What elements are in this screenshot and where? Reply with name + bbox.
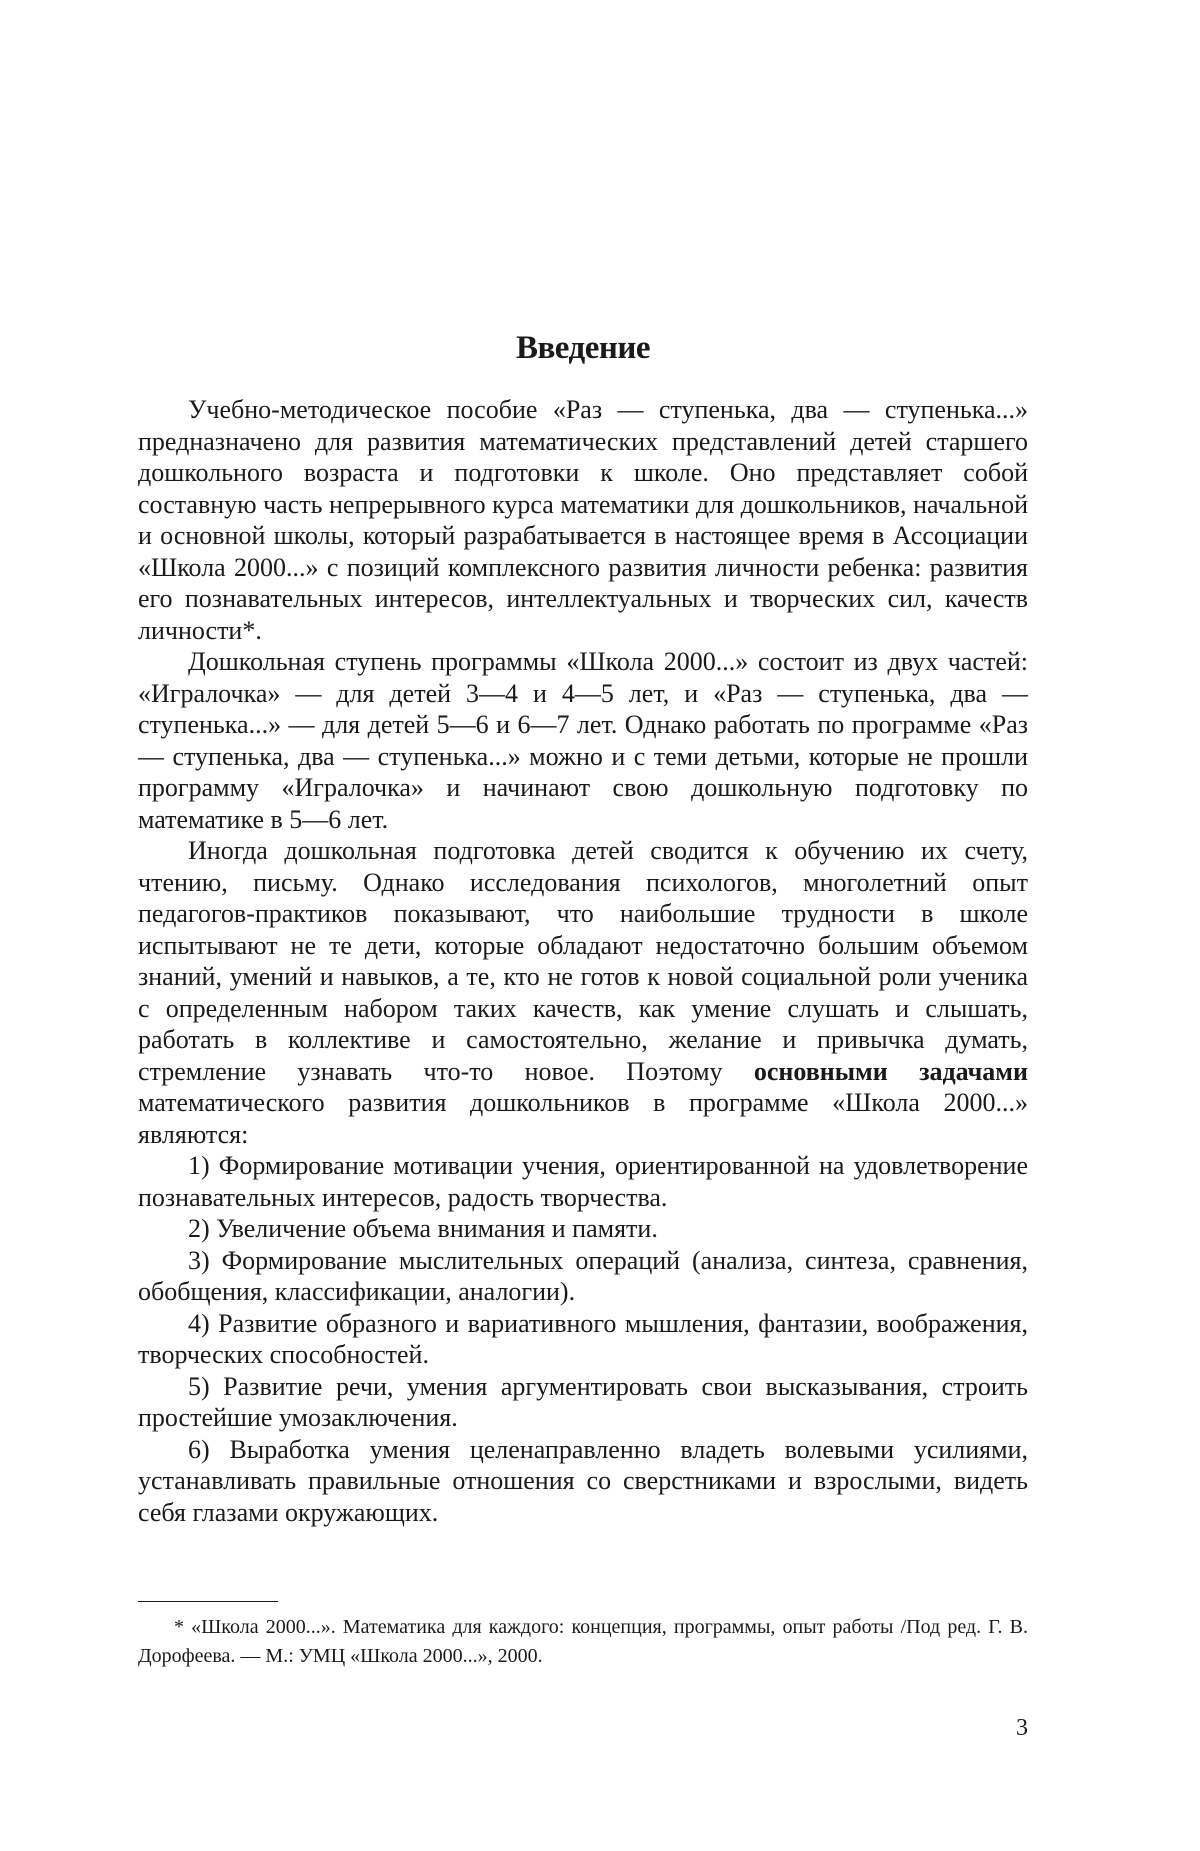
intro-paragraph: Учебно-методическое пособие «Раз — ступенька, два — ступенька...» предназначено для развития математических представлений детей старшего дошкольного возраста и подготовки к школе. Оно представляет собой составную часть непрерывного курса математики для дошкольников, начальной и основной школы, который разрабатывается в настоящее время в Ассоциации «Школа 2000...» с позиций комплексного развития личности ребенка: развития его познавательных интересов, интеллектуальных и творческих сил, качеств личности*. — [138, 395, 1028, 645]
footnote: * «Школа 2000...». Математика для каждого: концепция, программы, опыт работы /Под ред. Г. В. Дорофеева. — М.: УМЦ «Школа 2000...», 2000. — [138, 1616, 1028, 1667]
main-tasks-text-before: Иногда дошкольная подготовка детей сводится к обучению их счету, чтению, письму. Однако исследования психологов, многолетний опыт педагогов-практиков показывают, что наибольшие трудности в школе испытывают не те дети, которые обладают недостаточно большим объемом знаний, умений и навыков, а те, кто не готов к новой социальной роли ученика с определенным набором таких качеств, как умение слушать и слышать, работать в коллективе и самостоятельно, желание и привычка думать, стремление узнавать что-то новое. Поэтому — [138, 836, 1028, 1086]
task-item: 1) Формирование мотивации учения, ориентированной на удовлетворение познавательных интересов, радость творчества. — [138, 1151, 1028, 1212]
book-page — [138, 0, 1028, 1851]
page-number: 3 — [1016, 1715, 1028, 1741]
task-item: 3) Формирование мыслительных операций (анализа, синтеза, сравнения, обобщения, классификации, аналогии). — [138, 1245, 1028, 1306]
main-tasks-text-after: математического развития дошкольников в программе «Школа 2000...» являются: — [138, 1088, 1028, 1149]
footnote-divider — [138, 1601, 278, 1602]
body-text — [138, 394, 1028, 1528]
task-item: 6) Выработка умения целенаправленно владеть волевыми усилиями, устанавливать правильные отношения со сверстниками и взрослыми, видеть себя глазами окружающих. — [138, 1434, 1028, 1527]
task-item: 2) Увеличение объема внимания и памяти. — [188, 1214, 658, 1243]
program-structure-paragraph: Дошкольная ступень программы «Школа 2000...» состоит из двух частей: «Игралочка» — для детей 3—4 и 4—5 лет, и «Раз — ступенька, два — ступенька...» — для детей 5—6 и 6—7 лет. Однако работать по программе «Раз — ступенька, два — ступенька...» можно и с теми детьми, которые не прошли программу «Игралочка» и начинают свою дошкольную подготовку по математике в 5—6 лет. — [138, 647, 1028, 834]
page-title: Введение — [515, 330, 651, 366]
main-tasks-paragraph — [138, 835, 1028, 1150]
task-item: 4) Развитие образного и вариативного мышления, фантазии, воображения, творческих способностей. — [138, 1308, 1028, 1369]
task-item: 5) Развитие речи, умения аргументировать свои высказывания, строить простейшие умозаключения. — [138, 1371, 1028, 1432]
main-tasks-bold: основными задачами — [753, 1056, 1028, 1086]
